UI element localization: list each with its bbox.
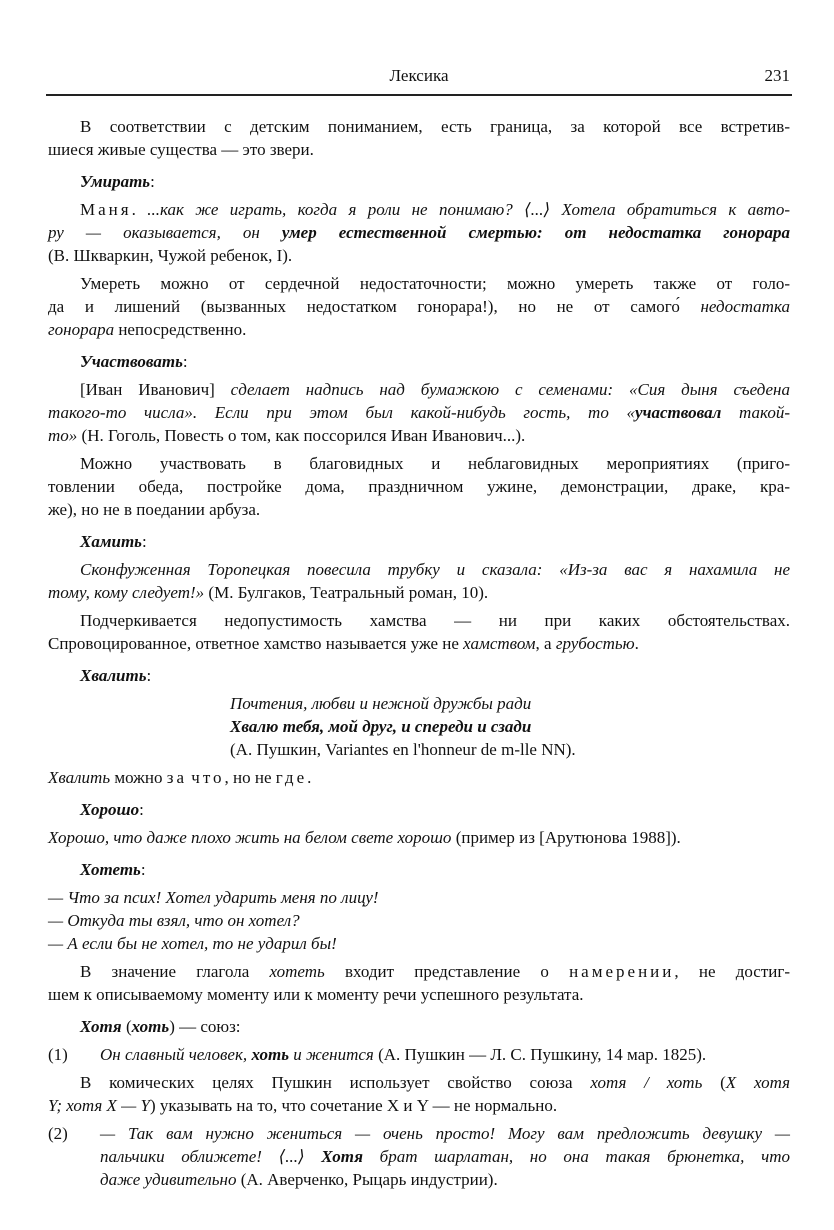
text-line [100, 1145, 790, 1168]
text-line [48, 886, 790, 909]
text-line [48, 272, 790, 295]
plain-line-block [48, 886, 790, 955]
bold-italic-text: Хамить [80, 532, 142, 551]
text-line [48, 498, 790, 521]
text: (В. Шкваркин, Чужой ребенок, I). [48, 246, 293, 265]
text-line [48, 798, 790, 821]
bold-italic-text: Хвалить [80, 666, 147, 685]
text: шем к описываемому моменту или к моменту речи успешного результата. [48, 985, 584, 1004]
paragraph [48, 1071, 790, 1117]
text-line [48, 632, 790, 655]
italic-text: недостатка [700, 297, 790, 316]
italic-text: ру — оказывается, он [48, 223, 282, 242]
text-line [100, 1043, 790, 1066]
bold-italic-text: Хотя [321, 1147, 363, 1166]
text: Подчеркивается недопустимость хамства — ни при каких обстоятельствах. [80, 611, 790, 630]
text-line [48, 1071, 790, 1094]
text-line [48, 1015, 790, 1038]
italic-text: хотеть [269, 962, 325, 981]
text: да и лишений (вызванных недостатком гонорара!), но не от самого́ [48, 297, 701, 316]
text: . [634, 634, 639, 653]
entry-heading [48, 1015, 790, 1038]
italic-text: брат шарлатан, но она такая брюнетка, что [362, 1147, 790, 1166]
text: входит представление о [324, 962, 570, 981]
paragraph [48, 452, 790, 521]
text: можно [110, 768, 167, 787]
spaced-text: Маня [80, 200, 132, 219]
text-line [48, 452, 790, 475]
entry-heading [48, 664, 790, 687]
text: непосредственно. [114, 320, 247, 339]
text: [Иван Иванович] [80, 380, 231, 399]
italic-text: — Так вам нужно жениться — очень просто! Могу вам предложить девушку — [100, 1124, 790, 1143]
text: (Н. Гоголь, Повесть о том, как поссорился Иван Иванович...). [77, 426, 526, 445]
text-line [48, 475, 790, 498]
text: (А. Пушкин, Variantes en l'honneur de m-lle NN). [230, 740, 576, 759]
text: В комических целях Пушкин использует свойство союза [80, 1073, 591, 1092]
text: ( [121, 1017, 132, 1036]
text-line [100, 1168, 790, 1191]
example-number: (2) [48, 1124, 68, 1143]
text-line [48, 115, 790, 138]
text: , но не [224, 768, 276, 787]
italic-text: то» [48, 426, 78, 445]
text: : [146, 666, 152, 685]
entry-heading [48, 530, 790, 553]
text-line [48, 664, 790, 687]
bold-italic-text: хоть [251, 1045, 290, 1064]
plain-line-block [48, 826, 790, 849]
text: ) указывать на то, что сочетание X и Y — не нормально. [149, 1096, 558, 1115]
entry-heading [48, 858, 790, 881]
text-line [48, 826, 790, 849]
text-line [48, 198, 790, 221]
italic-text: Он славный человек, [100, 1045, 252, 1064]
text: (А. Аверченко, Рыцарь индустрии). [236, 1170, 498, 1189]
entry-heading [48, 350, 790, 373]
text: . [131, 200, 148, 219]
paragraph [48, 960, 790, 1006]
bold-italic-text: умер естественной смертью: от недостатка гонорара [281, 223, 790, 242]
text-line [48, 609, 790, 632]
italic-text: сделает надпись над бумажкою с семенами: «Сия дыня съедена [230, 380, 790, 399]
spaced-text: за [166, 768, 188, 787]
text: : [140, 860, 146, 879]
text-line [48, 715, 790, 738]
text-line [48, 1094, 790, 1117]
text: ( [702, 1073, 726, 1092]
text-line [48, 581, 790, 604]
text: , не достиг- [674, 962, 790, 981]
bold-italic-text: Умирать [80, 172, 151, 191]
text: : [139, 800, 144, 819]
text-line [48, 932, 790, 955]
page-number: 231 [764, 66, 790, 85]
italic-text: хотя / хоть [590, 1073, 703, 1092]
bold-italic-text: Участвовать [80, 352, 183, 371]
italic-text: такой- [721, 403, 790, 422]
text: : [182, 352, 188, 371]
running-title: Лексика [389, 66, 449, 85]
text: В соответствии с детским пониманием, есть граница, за которой все встретив- [80, 117, 790, 136]
paragraph [48, 558, 790, 604]
italic-text: Хвалить [48, 768, 111, 787]
text: Умереть можно от сердечной недостаточности; можно умереть также от голо- [80, 274, 790, 293]
paragraph [48, 609, 790, 655]
example-number: (1) [48, 1045, 68, 1064]
text-line [48, 318, 790, 341]
italic-text: тому, кому следует!» [48, 583, 205, 602]
italic-text: такого-то числа». Если при этом был какой-нибудь гость, то « [48, 403, 636, 422]
italic-text: — Что за псих! Хотел ударить меня по лицу! [48, 888, 379, 907]
italic-text: ...как же играть, когда я роли не понимаю? ⟨...⟩ Хотела обратиться к авто- [147, 200, 790, 219]
italic-text: хамством [463, 634, 536, 653]
paragraph [48, 378, 790, 447]
text-line [48, 858, 790, 881]
text-line [48, 244, 790, 267]
numbered-example [48, 1122, 790, 1191]
numbered-example [48, 1043, 790, 1066]
text-line [100, 1122, 790, 1145]
spaced-text: намерении [569, 962, 675, 981]
running-header [48, 66, 790, 90]
text-line [48, 738, 790, 761]
text: товлении обеда, постройке дома, праздничном ужине, демонстрации, драке, кра- [48, 477, 790, 496]
entry-heading [48, 170, 790, 193]
text: , а [535, 634, 556, 653]
text-line [48, 692, 790, 715]
text-line [48, 295, 790, 318]
bold-italic-text: хоть [131, 1017, 170, 1036]
text: . [307, 768, 312, 787]
italic-text: даже удивительно [100, 1170, 237, 1189]
text: Спровоцированное, ответное хамство называется уже не [48, 634, 464, 653]
bold-italic-text: Хотеть [80, 860, 141, 879]
header-rule [46, 94, 792, 96]
page-body [48, 115, 790, 1191]
text-line [48, 378, 790, 401]
text: Можно участвовать в благовидных и неблаговидных мероприятиях (приго- [80, 454, 790, 473]
paragraph [48, 272, 790, 341]
bold-italic-text: Хвалю тебя, мой друг, и спереди и сзади [230, 717, 532, 736]
italic-text: X хотя [725, 1073, 790, 1092]
italic-text: Сконфуженная Торопецкая повесила трубку и сказала: «Из-за вас я нахамила не [80, 560, 790, 579]
text: ) — союз: [169, 1017, 241, 1036]
text: : [141, 532, 147, 551]
italic-text: — Откуда ты взял, что он хотел? [48, 911, 300, 930]
text-line [48, 401, 790, 424]
bold-italic-text: Хорошо [80, 800, 140, 819]
text-line [48, 983, 790, 1006]
italic-text: Почтения, любви и нежной дружбы ради [230, 694, 532, 713]
italic-text: грубостью [555, 634, 635, 653]
text: (А. Пушкин — Л. С. Пушкину, 14 мар. 1825). [373, 1045, 707, 1064]
text-line [48, 530, 790, 553]
text-line [48, 766, 790, 789]
text: : [150, 172, 155, 191]
paragraph [48, 115, 790, 161]
italic-text: и женится [289, 1045, 374, 1064]
spaced-text: где [275, 768, 308, 787]
entry-heading [48, 798, 790, 821]
text: же), но не в поедании арбуза. [48, 500, 261, 519]
text-line [48, 909, 790, 932]
text: В значение глагола [80, 962, 270, 981]
text-line [48, 424, 790, 447]
italic-text: гонорара [48, 320, 115, 339]
italic-text: Y; хотя X — Y [48, 1096, 150, 1115]
italic-text: пальчики оближете! ⟨...⟩ [100, 1147, 322, 1166]
text-line [48, 350, 790, 373]
bold-italic-text: Хотя [80, 1017, 122, 1036]
bold-italic-text: участвовал [635, 403, 722, 422]
text: шиеся живые существа — это звери. [48, 140, 314, 159]
text: (М. Булгаков, Театральный роман, 10). [204, 583, 489, 602]
spaced-text: что [191, 768, 225, 787]
italic-text: Хорошо, что даже плохо жить на белом свете хорошо [48, 828, 452, 847]
poem-quote [48, 692, 790, 761]
text: (пример из [Арутюнова 1988]). [451, 828, 681, 847]
plain-line-block [48, 766, 790, 789]
italic-text: — А если бы не хотел, то не ударил бы! [48, 934, 337, 953]
paragraph [48, 198, 790, 267]
text-line [48, 558, 790, 581]
text-line [48, 960, 790, 983]
text-line [48, 138, 790, 161]
text-line [48, 221, 790, 244]
text-line [48, 170, 790, 193]
